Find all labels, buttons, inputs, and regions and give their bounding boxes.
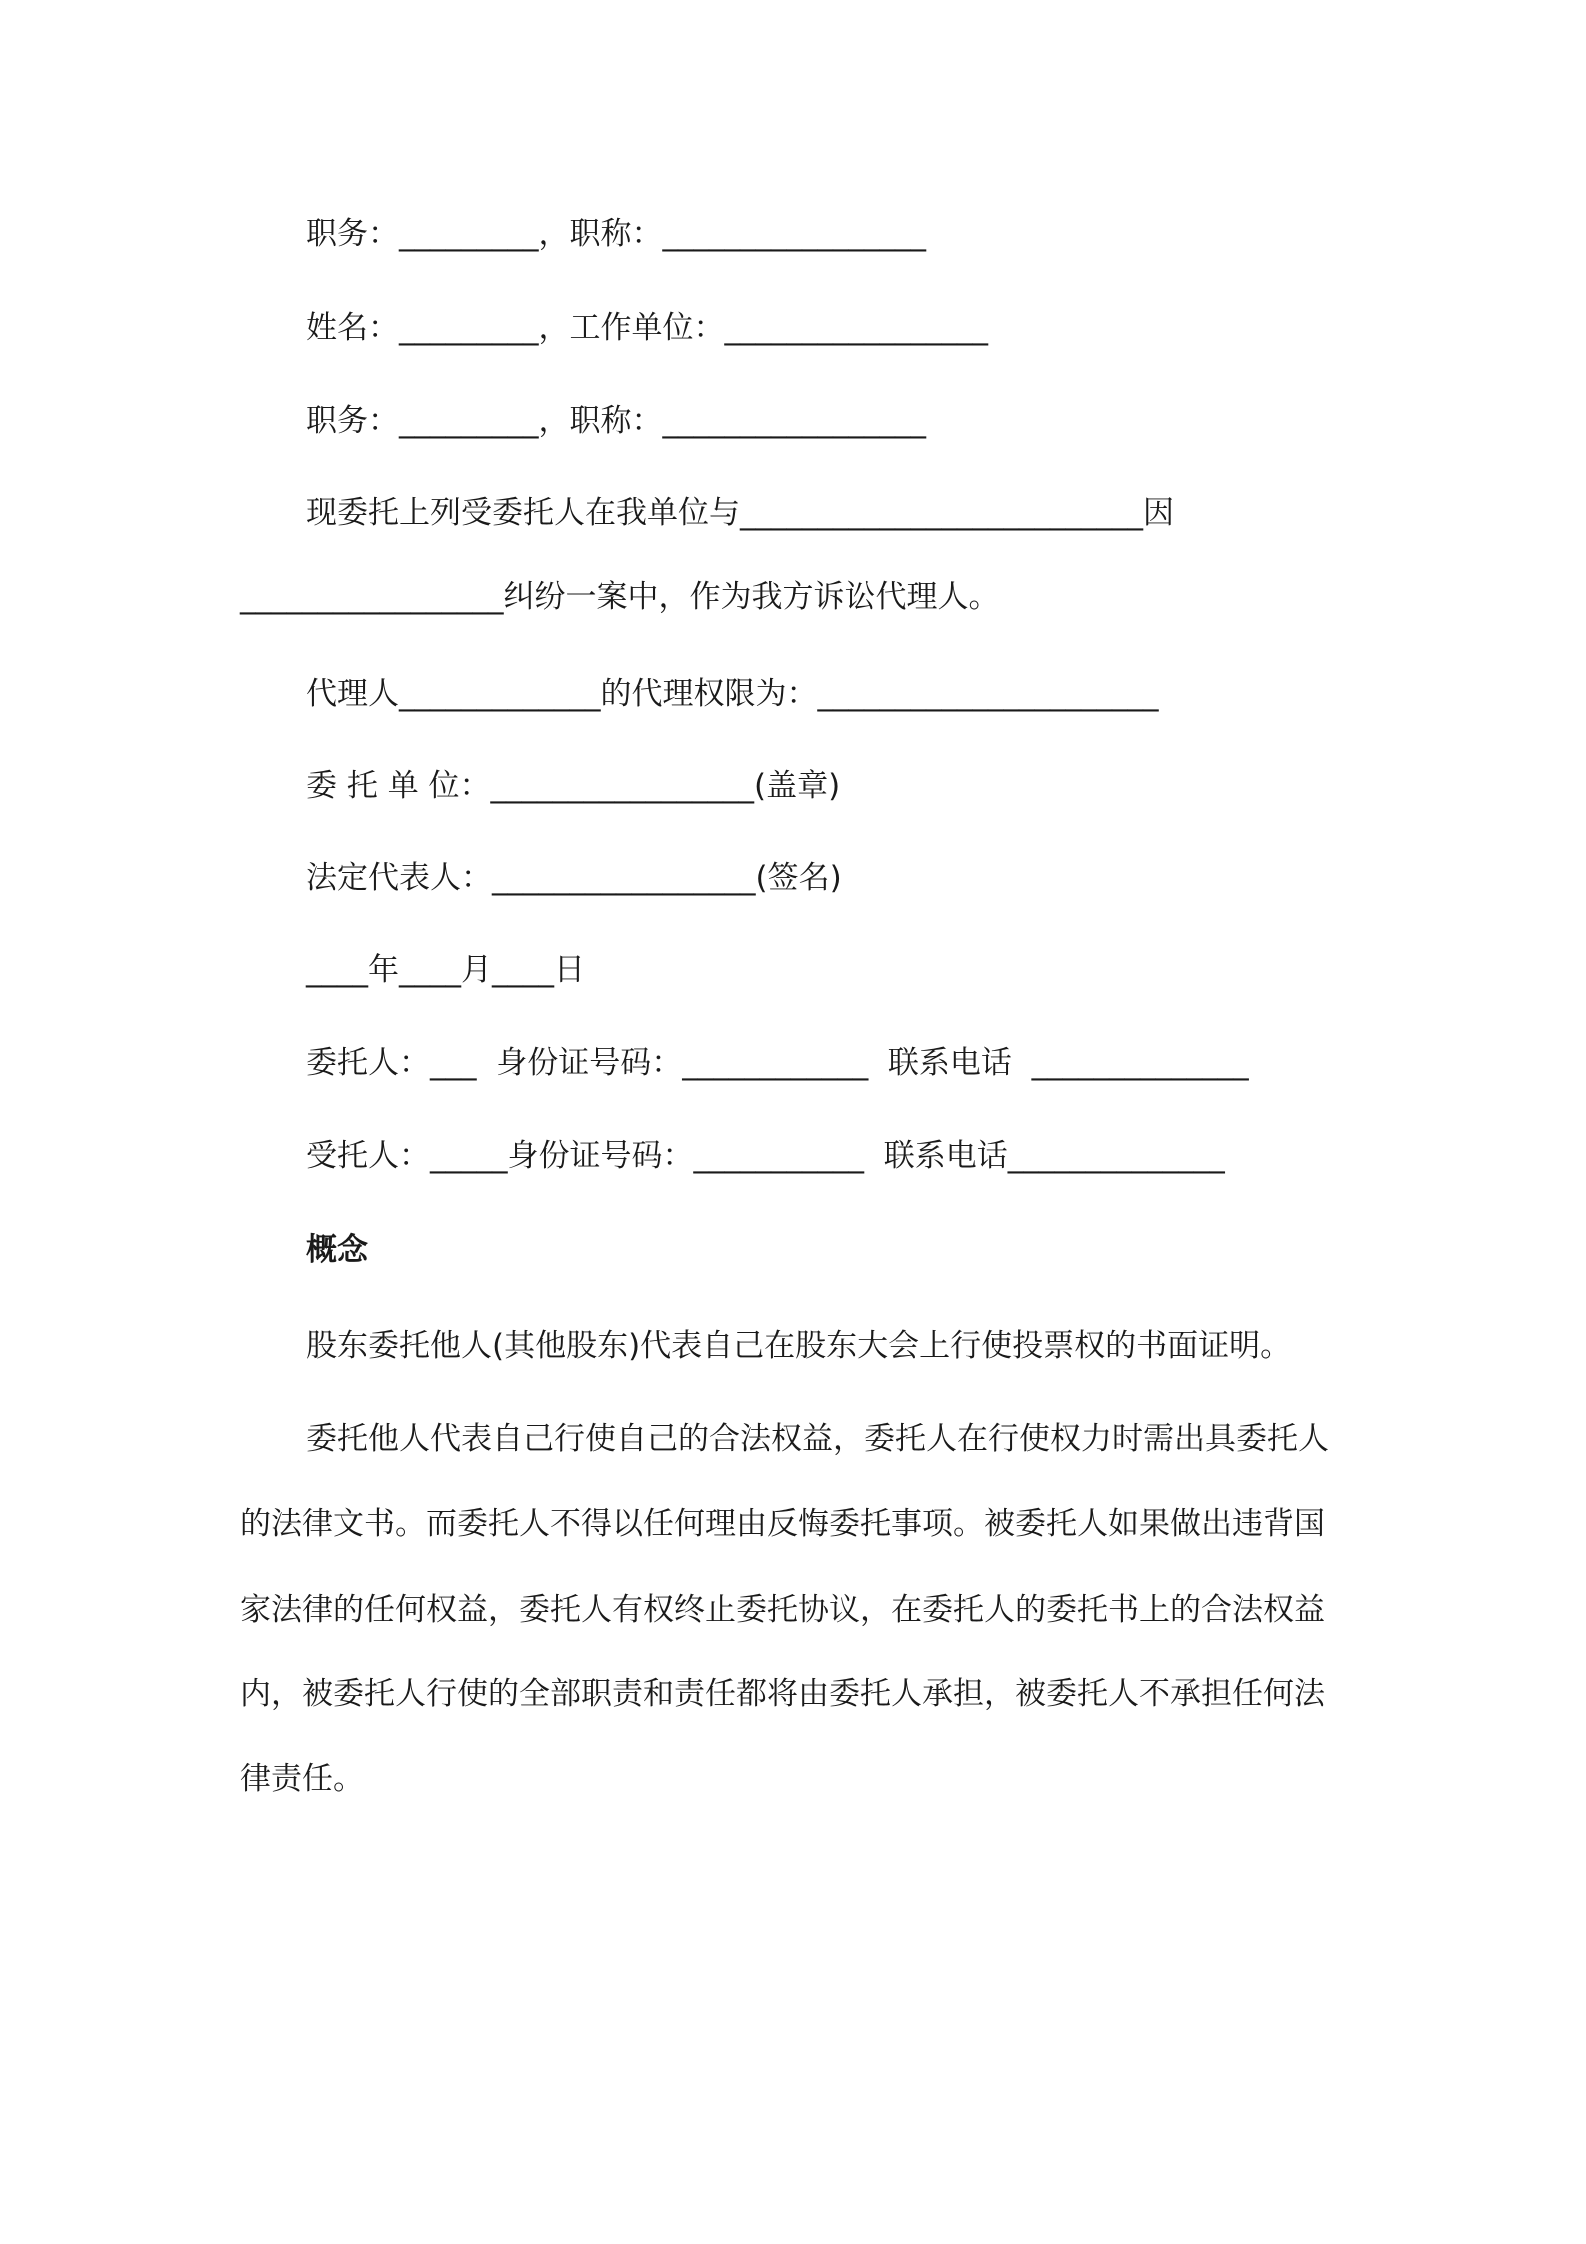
principal-info-line: 委托人：___ 身份证号码：____________ 联系电话 ______________ (306, 1045, 1249, 1081)
paragraph-line: 委托他人代表自己行使自己的合法权益，委托人在行使权力时需出具委托人 (306, 1421, 1329, 1457)
agent-authority-line: 代理人_____________的代理权限为：______________________ (306, 676, 1159, 712)
field-line-name-workplace: 姓名：_________，工作单位：_________________ (306, 310, 988, 346)
field-line-position-title-1: 职务：_________，职称：_________________ (306, 216, 926, 252)
field-line-position-title-2: 职务：_________，职称：_________________ (306, 403, 926, 439)
date-line: ____年____月____日 (306, 952, 585, 988)
paragraph-line: 的法律文书。而委托人不得以任何理由反悔委托事项。被委托人如果做出违背国 (240, 1506, 1325, 1542)
section-heading: 概念 (306, 1232, 368, 1268)
paragraph-line: 内，被委托人行使的全部职责和责任都将由委托人承担，被委托人不承担任何法 (240, 1676, 1325, 1712)
delegation-statement-line-1: 现委托上列受委托人在我单位与__________________________因 (306, 495, 1174, 531)
agent-info-line: 受托人：_____身份证号码：___________ 联系电话______________ (306, 1138, 1225, 1174)
paragraph-line: 律责任。 (240, 1761, 364, 1797)
delegation-statement-line-2: _________________纠纷一案中，作为我方诉讼代理人。 (240, 579, 1000, 615)
entrusting-unit-line: 委 托 单 位：_________________(盖章) (306, 768, 841, 804)
definition-text: 股东委托他人(其他股东)代表自己在股东大会上行使投票权的书面证明。 (306, 1328, 1292, 1364)
paragraph-line: 家法律的任何权益，委托人有权终止委托协议，在委托人的委托书上的合法权益 (240, 1592, 1325, 1628)
legal-representative-line: 法定代表人：_________________(签名) (306, 860, 842, 896)
